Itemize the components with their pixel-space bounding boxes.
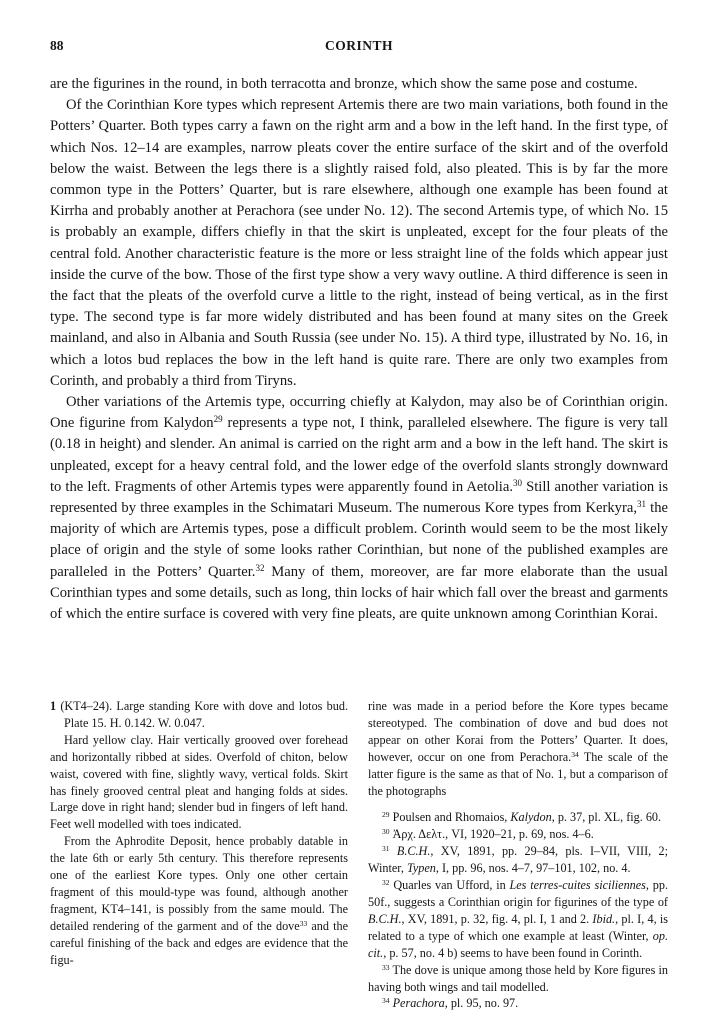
paragraph-3-part-e: Many of them, moreover, are far more elaborate than the usual Corinthian types and some details, such as long, thin locks of hair which fall over the breast and garments of which the entire surface is covered with very fine pleats, are quite unknown among Corinthian Korai.	[50, 563, 668, 623]
page	[50, 38, 669, 1011]
footnote-text: Quarles van Ufford, in	[389, 878, 510, 893]
catalogue-section	[50, 698, 669, 1011]
catalogue-discussion	[50, 833, 348, 968]
page-header	[50, 38, 668, 60]
footnote-text: , XV, 1891, pp. 29–84, pls. I–VII, VIII, 2; Winter,	[368, 844, 669, 876]
paragraph-2: Of the Corinthian Kore types which represent Artemis there are two main variations, both found in the Potters’ Quarter. Both types carry a fawn on the right arm and a bow in the left hand. In the first type, of which Nos. 12–14 are examples, narrow pleats cover the entire surface of the skirt and of the overfold below the waist. Between the legs there is a slightly raised fold, also pleated. This is by far the more common type in the Potters’ Quarter, but is rare elsewhere, although one example has been found at Kirrha and probably another at Perachora (see under No. 12). The second Artemis type, of which No. 15 is probably an example, differs chiefly in that the skirt is unpleated, except for the four pleats of the central fold. Another characteristic feature is the more or less straight line of the folds which appear just inside the curve of the bow. Those of the first type show a very wavy outline. A third difference is seen in the fact that the pleats of the overfold curve a little to the right, instead of being vertical, as in the first type. The second type is far more widely distributed and has been found at many sites on the Greek mainland, and also in Albania and South Russia (see under No. 15). A third type, illustrated by No. 16, in which a lotos bud replaces the bow in the left hand is quite rare. There are only two examples from Corinth, and probably a third from Tiryns.	[50, 97, 668, 389]
paragraph-3-part-a: Other variations of the Artemis type, occurring chiefly at Kalydon, may also be of Corinthian origin. One figurine from Kalydon	[50, 394, 668, 432]
footnote-number: 32	[382, 877, 390, 887]
footnote-text: , pp. 50f., suggests a Corinthian origin for figurines of the type of	[368, 878, 668, 909]
footnote-number: 34	[382, 996, 390, 1006]
footnote-ref-32: 32	[255, 562, 265, 573]
footnote-31	[368, 843, 668, 877]
discussion-part-b: and the careful finishing of the back and edges are evidence that the figu-	[50, 918, 348, 967]
footnote-34	[368, 995, 668, 1012]
footnote-32	[368, 877, 668, 962]
footnote-text: , XV, 1891, p. 32, fig. 4, pl. I, 1 and 2.	[401, 911, 593, 926]
footnote-29	[368, 809, 668, 826]
catalogue-discussion-continued	[368, 698, 668, 799]
catalogue-description: Hard yellow clay. Hair vertically grooved over forehead and horizontally ribbed at sides. Overfold of chiton, below waist, covered with fine, slightly wavy, vertical folds. Skirt has finely grooved central pleat and hanging folds at sides. Large dove in right hand; slender bud in fingers of left hand. Feet well modelled with toes indicated.	[50, 732, 348, 832]
footnote-ref-34: 34	[571, 749, 579, 759]
footnote-number: 33	[382, 962, 390, 972]
discussion-part-c: The scale of the latter figure is the same as that of No. 1, but a comparison of the photographs	[368, 749, 668, 798]
footnote-ref-30: 30	[512, 477, 523, 488]
right-column	[368, 698, 668, 1012]
paragraph-3-part-d: the majority of which are Artemis types, pose a difficult problem. Corinth would seem to be the most likely place of origin and the style of some looks rather Corinthian, but none of the published examples are paralleled in the Potters’ Quarter.	[50, 500, 668, 580]
footnote-text: , pl. I, 4, is related to a type of which one example at least (Winter,	[368, 911, 668, 943]
footnote-italic: B.C.H.	[368, 911, 402, 926]
paragraph-1: are the figurines in the round, in both terracotta and bronze, which show the same pose and costume.	[50, 76, 638, 92]
footnote-ref-29: 29	[213, 414, 223, 425]
footnotes	[368, 809, 668, 1012]
footnote-text: Poulsen and Rhomaios,	[389, 810, 511, 825]
catalogue-entry-number: 1	[50, 699, 57, 713]
footnote-italic: B.C.H.	[396, 844, 431, 859]
footnote-italic: Ibid.	[592, 911, 616, 926]
footnote-33	[368, 962, 668, 996]
footnote-italic: Les terres-cuites siciliennes	[509, 878, 646, 893]
footnote-ref-31: 31	[636, 499, 647, 510]
footnote-text: The dove is unique among those held by Kore figures in having both wings and tail modelled.	[368, 962, 668, 994]
catalogue-entry-heading	[50, 698, 348, 732]
paragraph-3-part-b: represents a type not, I think, paralleled elsewhere. The figure is very tall (0.18 in height) and slender. An animal is carried on the right arm and a bow in the left hand. The skirt is unpleated, except for a heavy central fold, and the lower edge of the overfold slants strongly downward to the left. Fragments of other Artemis types were apparently found in Aetolia.	[50, 415, 668, 495]
discussion-continued-text: rine was made in a period before the Kore types became stereotyped. The combination of dove and bud does not appear on other Korai from the Potters’ Quarter. It does, however, occur on one from Perachora.	[368, 699, 668, 764]
footnote-text: , pl. 95, no. 97.	[444, 996, 519, 1011]
footnote-30	[368, 826, 668, 843]
footnote-text: , p. 37, pl. XL, fig. 60.	[551, 810, 662, 825]
main-text	[50, 74, 668, 625]
running-title: CORINTH	[324, 38, 393, 53]
discussion-part-a: From the Aphrodite Deposit, hence probably datable in the late 6th or early 5th century. This therefore represents one of the earliest Kore types. Only one other certain fragment of this mould-type was found, although another fragment, KT4–141, is possibly from the same mould. The detailed rendering of the garment and of the dove	[50, 834, 348, 933]
footnote-number: 31	[382, 844, 390, 854]
footnote-ref-33: 33	[299, 918, 308, 928]
page-number: 88	[50, 38, 64, 53]
footnote-italic: Kalydon	[510, 810, 552, 825]
footnote-number: 29	[382, 810, 390, 820]
left-column	[50, 698, 348, 969]
paragraph-3	[50, 392, 668, 625]
footnote-number: 30	[382, 827, 390, 837]
footnote-italic: Perachora	[392, 996, 445, 1011]
footnote-text: , I, pp. 96, nos. 4–7, 97–101, 102, no. 4.	[435, 861, 631, 876]
catalogue-entry-title: (KT4–24). Large standing Kore with dove and lotos bud. Plate 15. H. 0.142. W. 0.047.	[56, 699, 348, 730]
footnote-italic: Typen	[406, 861, 436, 876]
paragraph-3-part-c: Still another variation is represented by three examples in the Schimatari Museum. The numerous Kore types from Kerkyra,	[50, 478, 668, 517]
footnote-italic: op. cit.	[368, 928, 668, 960]
footnote-text: , p. 57, no. 4 b) seems to have been found in Corinth.	[383, 945, 643, 960]
footnote-text: Ἀρχ. Δελτ., VI, 1920–21, p. 69, nos. 4–6.	[389, 827, 594, 842]
